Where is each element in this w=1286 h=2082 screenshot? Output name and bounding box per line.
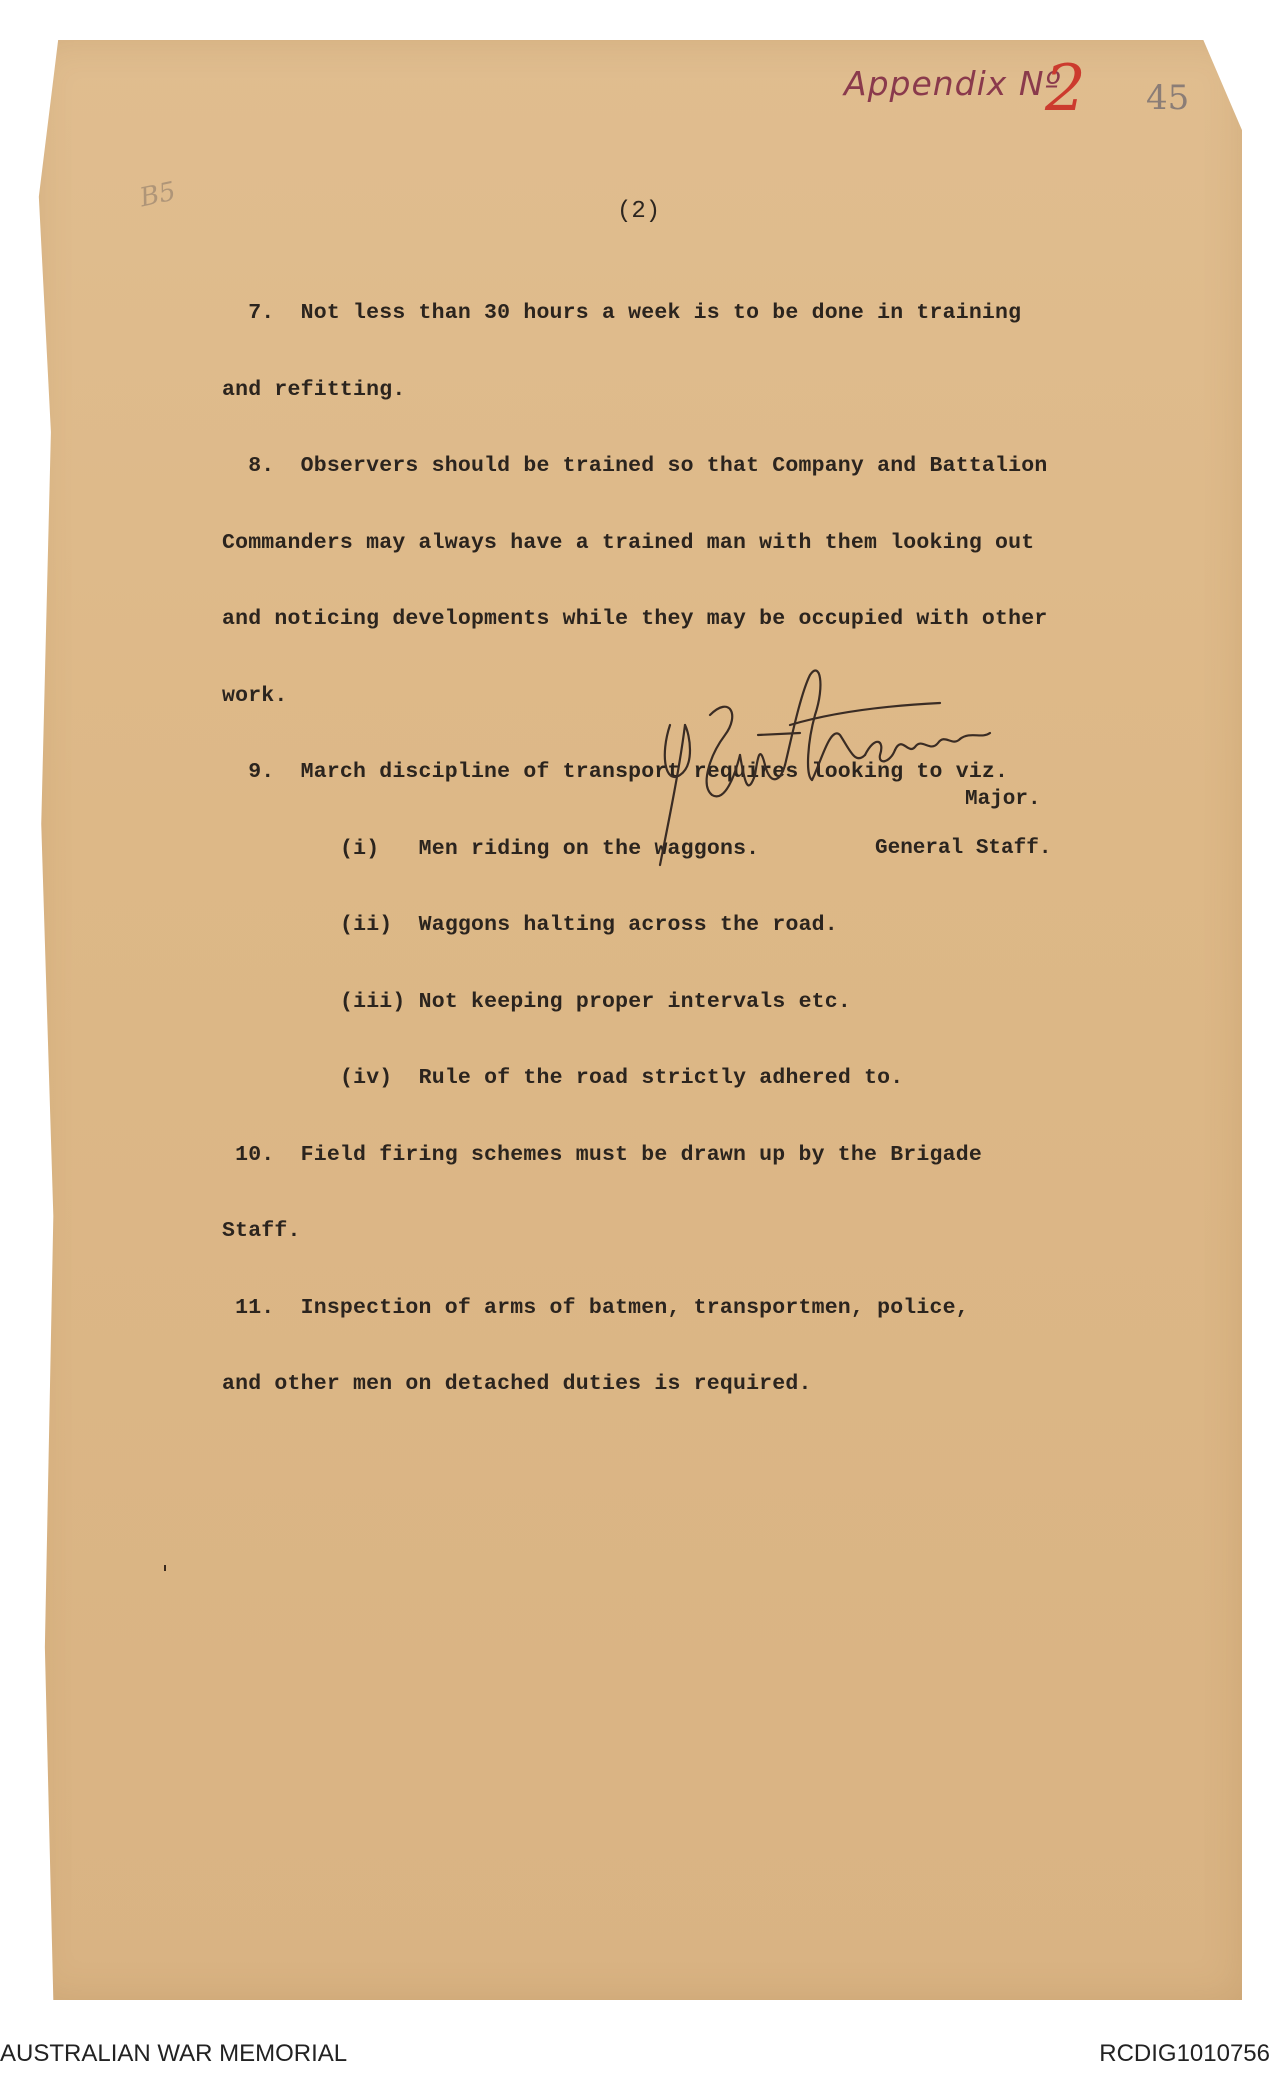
sublist-item: (iv) Rule of the road strictly adhered to. [340, 1066, 904, 1090]
text-line: 10. Field firing schemes must be drawn up by the Brigade [222, 1142, 982, 1167]
paper-speck [164, 1565, 166, 1571]
text-line: 7. Not less than 30 hours a week is to be done in training [222, 301, 1022, 325]
sublist-item: (i) Men riding on the waggons. [340, 836, 760, 861]
appendix-number: 2 [1045, 52, 1086, 126]
footer-record-id: RCDIG1010756 [1099, 2040, 1270, 2067]
text-line: and refitting. [222, 377, 406, 402]
text-line: Staff. [222, 1219, 301, 1243]
signatory-unit: General Staff. [875, 837, 1052, 860]
signatory-rank: Major. [965, 788, 1041, 811]
page-number: (2) [617, 198, 661, 225]
sublist-item: (ii) Waggons halting across the road. [340, 913, 838, 937]
text-line: 9. March discipline of transport requires looking to viz. [222, 760, 1009, 784]
sublist-item: (iii) Not keeping proper intervals etc. [340, 989, 851, 1014]
text-line: 8. Observers should be trained so that Company and Battalion [222, 454, 1048, 478]
text-line: work. [222, 683, 288, 708]
text-line: Commanders may always have a trained man with them looking out [222, 530, 1035, 555]
pencil-mark: B5 [137, 176, 179, 214]
footer-archive-name: AUSTRALIAN WAR MEMORIAL [0, 2040, 348, 2067]
text-line: and noticing developments while they may be occupied with other [222, 607, 1048, 631]
text-line: 11. Inspection of arms of batmen, transportmen, police, [222, 1295, 969, 1320]
appendix-label: Appendix Nº [844, 64, 1062, 103]
folio-number: 45 [1146, 78, 1190, 118]
text-line: and other men on detached duties is required. [222, 1372, 812, 1396]
